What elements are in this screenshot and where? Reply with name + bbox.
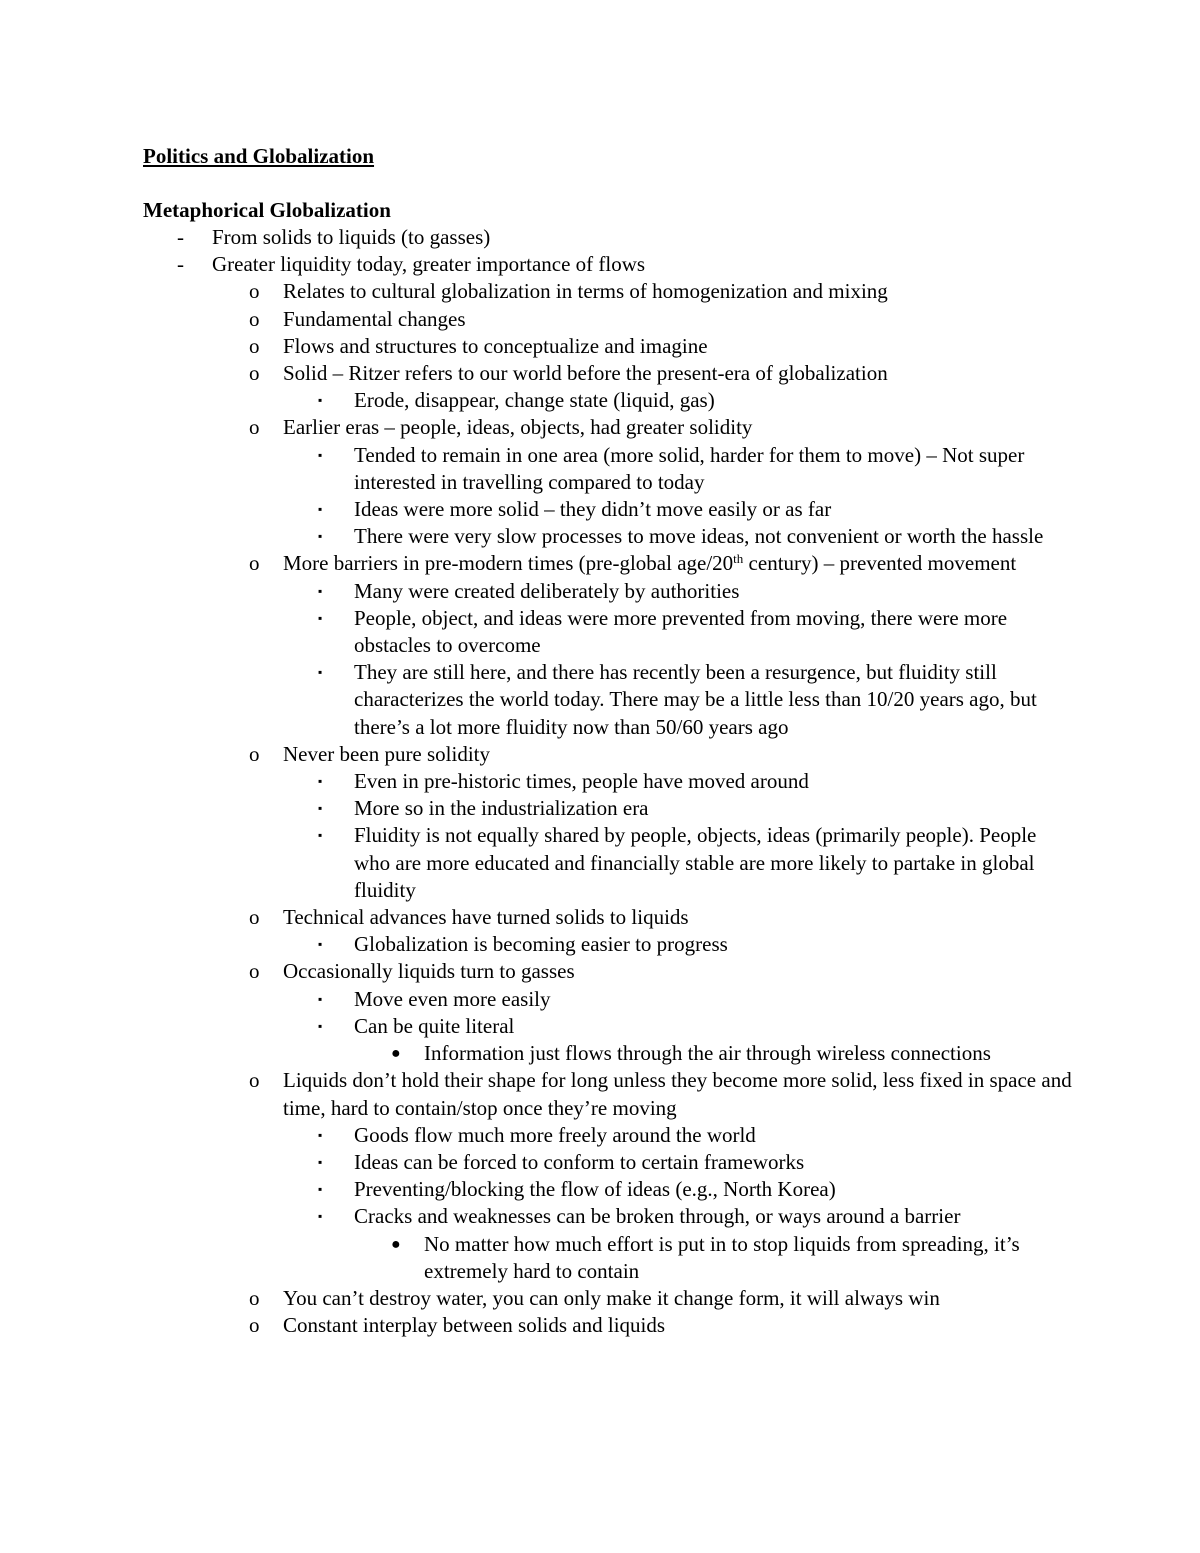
outline-item-main-text: Many were created deliberately by authorities	[354, 578, 740, 603]
outline-item-text	[283, 306, 1083, 333]
circle-bullet-icon: o	[249, 1313, 260, 1338]
outline-item-text	[283, 278, 1083, 305]
document-title: Politics and Globalization	[143, 144, 375, 168]
circle-bullet-icon: o	[249, 959, 260, 984]
outline-item-text	[354, 795, 1074, 822]
outline-item-text	[354, 931, 1074, 958]
outline-item-text	[354, 822, 1074, 904]
outline-item-level-3	[0, 659, 1200, 741]
outline-item-text	[354, 768, 1074, 795]
outline-item-main-text: Goods flow much more freely around the world	[354, 1122, 756, 1147]
outline-item-text	[283, 1312, 1083, 1339]
outline-item-main-text: Earlier eras – people, ideas, objects, had greater solidity	[283, 415, 753, 440]
dash-bullet-icon: -	[177, 252, 184, 277]
outline-item-level-2	[0, 1067, 1200, 1121]
outline-item-text	[354, 442, 1074, 496]
outline-item-level-2	[0, 333, 1200, 360]
outline-item-text	[354, 578, 1074, 605]
outline-item-text	[283, 904, 1083, 931]
outline-item-text	[283, 550, 1083, 577]
outline-item-level-3	[0, 931, 1200, 958]
outline-item-level-3	[0, 387, 1200, 414]
outline-item-text	[283, 1285, 1083, 1312]
outline-item-main-text: More so in the industrialization era	[354, 796, 649, 821]
outline-item-main-text: Even in pre-historic times, people have moved around	[354, 769, 809, 794]
square-bullet-icon: ▪	[318, 1127, 323, 1142]
outline-item-main-text: Ideas were more solid – they didn’t move easily or as far	[354, 497, 832, 522]
superscript-text: th	[733, 551, 744, 567]
outline-item-text	[283, 333, 1083, 360]
outline-item-text	[354, 605, 1074, 659]
circle-bullet-icon: o	[249, 905, 260, 930]
outline-item-main-text: Constant interplay between solids and liquids	[283, 1313, 666, 1338]
outline-item-main-text: People, object, and ideas were more prevented from moving, there were more obstacles to overcome	[354, 605, 1008, 658]
square-bullet-icon: ▪	[318, 502, 323, 517]
square-bullet-icon: ▪	[318, 583, 323, 598]
circle-bullet-icon: o	[249, 1285, 260, 1310]
outline-item-text	[354, 986, 1074, 1013]
square-bullet-icon: ▪	[318, 610, 323, 625]
square-bullet-icon: ▪	[318, 801, 323, 816]
circle-bullet-icon: o	[249, 333, 260, 358]
outline-item-level-3	[0, 795, 1200, 822]
outline-item-level-3	[0, 523, 1200, 550]
circle-bullet-icon: o	[249, 279, 260, 304]
outline-item-level-3	[0, 1122, 1200, 1149]
circle-bullet-icon: o	[249, 741, 260, 766]
square-bullet-icon: ▪	[318, 393, 323, 408]
dot-bullet-icon: ●	[391, 1045, 401, 1063]
outline-item-level-1	[0, 224, 1200, 251]
outline-item-text	[354, 523, 1074, 550]
outline-item-text	[283, 360, 1083, 387]
square-bullet-icon: ▪	[318, 1154, 323, 1169]
outline-item-level-4	[0, 1231, 1200, 1285]
circle-bullet-icon: o	[249, 551, 260, 576]
square-bullet-icon: ▪	[318, 447, 323, 462]
outline-item-main-text: Preventing/blocking the flow of ideas (e.g., North Korea)	[354, 1177, 836, 1202]
outline-item-level-2	[0, 278, 1200, 305]
outline-item-level-2	[0, 1285, 1200, 1312]
square-bullet-icon: ▪	[318, 665, 323, 680]
notes-outline	[0, 224, 1200, 1339]
outline-item-text	[354, 1149, 1074, 1176]
outline-item-text	[424, 1231, 1084, 1285]
outline-item-level-1	[0, 251, 1200, 278]
square-bullet-icon: ▪	[318, 529, 323, 544]
outline-item-level-3	[0, 496, 1200, 523]
outline-item-level-3	[0, 1176, 1200, 1203]
outline-item-main-text: Information just flows through the air through wireless connections	[424, 1041, 991, 1066]
outline-item-level-2	[0, 741, 1200, 768]
circle-bullet-icon: o	[249, 306, 260, 331]
outline-item-main-text: No matter how much effort is put in to stop liquids from spreading, it’s extremely hard to contain	[424, 1231, 1020, 1283]
outline-item-main-text: Technical advances have turned solids to liquids	[283, 905, 689, 930]
outline-item-text	[354, 1013, 1074, 1040]
circle-bullet-icon: o	[249, 361, 260, 386]
outline-item-level-3	[0, 1149, 1200, 1176]
outline-item-main-text: Never been pure solidity	[283, 741, 491, 766]
outline-item-main-text: Move even more easily	[354, 986, 551, 1011]
outline-item-main-text: Ideas can be forced to conform to certain frameworks	[354, 1149, 805, 1174]
dot-bullet-icon: ●	[391, 1235, 401, 1253]
outline-item-main-text: Can be quite literal	[354, 1013, 515, 1038]
outline-item-level-3	[0, 768, 1200, 795]
outline-item-main-text: Erode, disappear, change state (liquid, gas)	[354, 388, 715, 413]
outline-item-text	[354, 1176, 1074, 1203]
outline-item-text	[354, 387, 1074, 414]
outline-item-level-2	[0, 414, 1200, 441]
outline-item-main-text: Fundamental changes	[283, 306, 466, 331]
square-bullet-icon: ▪	[318, 1182, 323, 1197]
square-bullet-icon: ▪	[318, 937, 323, 952]
outline-item-main-text: More barriers in pre-modern times (pre-global age/20	[283, 551, 734, 576]
outline-item-text	[354, 1122, 1074, 1149]
outline-item-level-4	[0, 1040, 1200, 1067]
outline-item-level-3	[0, 986, 1200, 1013]
outline-item-continued-text: century) – prevented movement	[743, 551, 1017, 576]
outline-item-level-2	[0, 1312, 1200, 1339]
outline-item-text	[354, 496, 1074, 523]
outline-item-main-text: Occasionally liquids turn to gasses	[283, 959, 575, 984]
outline-item-main-text: Relates to cultural globalization in terms of homogenization and mixing	[283, 279, 888, 304]
outline-item-text	[354, 1203, 1074, 1230]
outline-item-main-text: Globalization is becoming easier to progress	[354, 932, 728, 957]
circle-bullet-icon: o	[249, 1068, 260, 1093]
outline-item-level-2	[0, 550, 1200, 577]
outline-item-main-text: There were very slow processes to move ideas, not convenient or worth the hassle	[354, 524, 1044, 549]
outline-item-main-text: Greater liquidity today, greater importance of flows	[212, 252, 646, 277]
outline-item-text	[212, 251, 1082, 278]
outline-item-main-text: From solids to liquids (to gasses)	[212, 225, 491, 249]
outline-item-main-text: Liquids don’t hold their shape for long unless they become more solid, less fixed in space and time, hard to contain/stop once they’re moving	[283, 1068, 1072, 1120]
outline-item-text	[283, 958, 1083, 985]
outline-item-level-2	[0, 958, 1200, 985]
outline-item-main-text: Flows and structures to conceptualize and imagine	[283, 333, 708, 358]
dash-bullet-icon: -	[177, 225, 184, 249]
outline-item-level-3	[0, 822, 1200, 904]
square-bullet-icon: ▪	[318, 774, 323, 789]
outline-item-level-3	[0, 1013, 1200, 1040]
outline-item-level-3	[0, 1203, 1200, 1230]
outline-item-level-3	[0, 605, 1200, 659]
square-bullet-icon: ▪	[318, 991, 323, 1006]
outline-item-level-3	[0, 578, 1200, 605]
outline-item-level-3	[0, 442, 1200, 496]
square-bullet-icon: ▪	[318, 1209, 323, 1224]
outline-item-level-2	[0, 306, 1200, 333]
square-bullet-icon: ▪	[318, 1018, 323, 1033]
circle-bullet-icon: o	[249, 415, 260, 440]
outline-item-text	[354, 659, 1074, 741]
outline-item-main-text: Fluidity is not equally shared by people, objects, ideas (primarily people). People who are more educated and financially stable are more likely to partake in global fluidity	[354, 823, 1037, 902]
outline-item-main-text: Cracks and weaknesses can be broken through, or ways around a barrier	[354, 1204, 961, 1229]
outline-item-level-2	[0, 360, 1200, 387]
outline-item-text	[283, 741, 1083, 768]
section-heading: Metaphorical Globalization	[143, 198, 391, 222]
outline-item-main-text: Solid – Ritzer refers to our world before the present-era of globalization	[283, 361, 888, 386]
outline-item-text	[283, 414, 1083, 441]
square-bullet-icon: ▪	[318, 828, 323, 843]
outline-item-main-text: Tended to remain in one area (more solid, harder for them to move) – Not super interested in travelling compared to today	[354, 442, 1025, 494]
outline-item-main-text: They are still here, and there has recently been a resurgence, but fluidity still characterizes the world today. There may be a little less than 10/20 years ago, but there’s a lot more fluidity now than 50/60 years ago	[354, 660, 1037, 739]
outline-item-main-text: You can’t destroy water, you can only make it change form, it will always win	[283, 1285, 940, 1310]
outline-item-level-2	[0, 904, 1200, 931]
outline-item-text	[283, 1067, 1083, 1121]
outline-item-text	[424, 1040, 1084, 1067]
outline-item-text	[212, 224, 1082, 251]
